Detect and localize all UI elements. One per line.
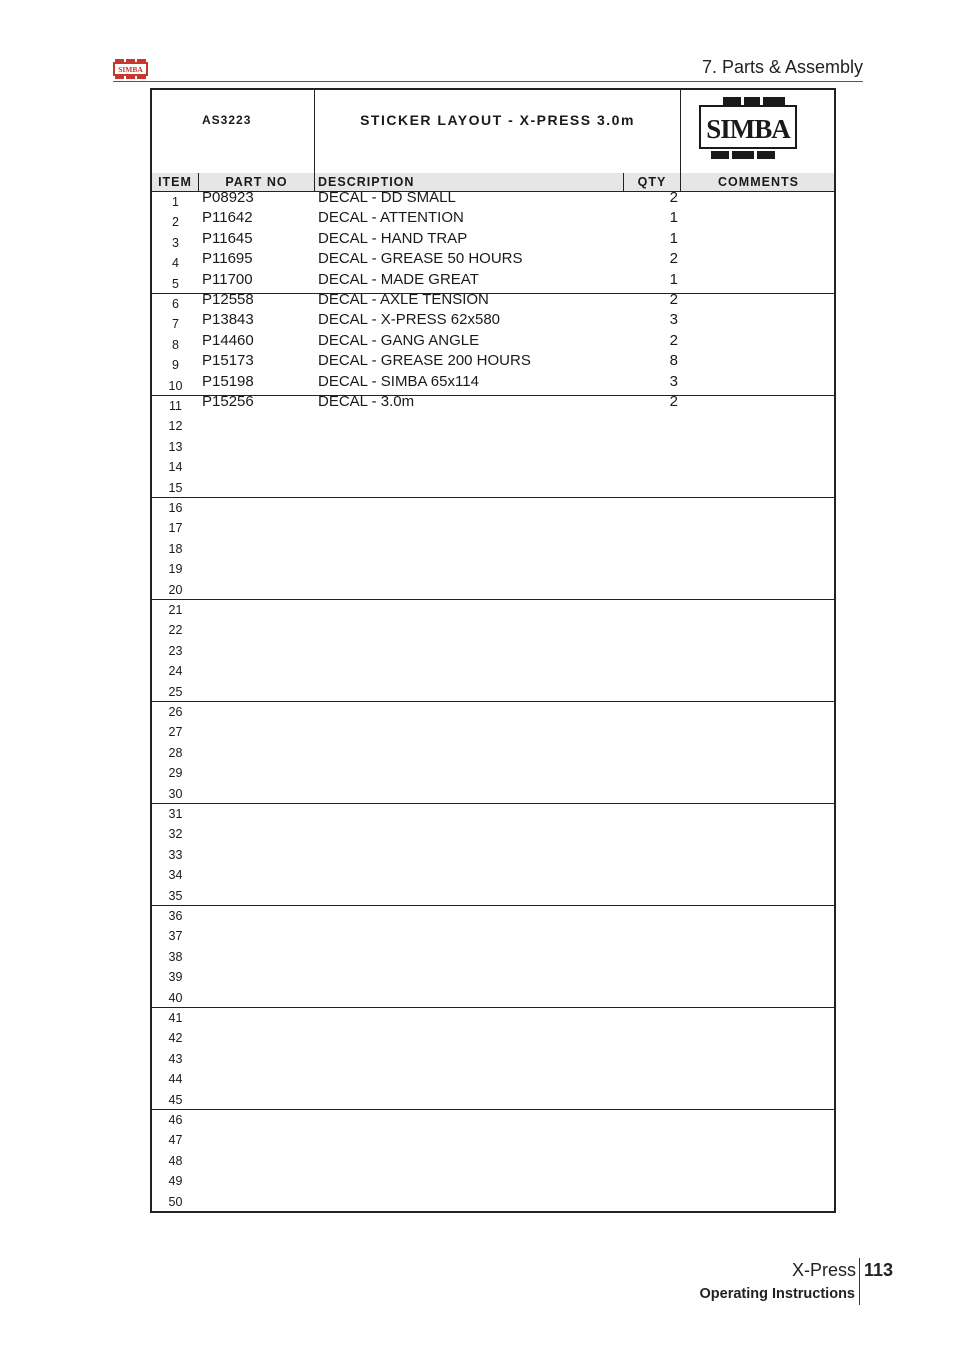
part-number: P15256 [202,393,254,410]
item-number: 2 [172,215,179,230]
table-row [152,1170,834,1190]
footer-product: X-Press [791,1260,856,1280]
item-number: 14 [168,460,183,475]
part-quantity: 2 [669,291,678,308]
table-row [152,885,834,905]
part-quantity: 3 [669,372,678,390]
table-row [152,1109,834,1129]
item-number: 6 [172,297,179,311]
item-number: 28 [168,745,183,760]
item-number: 1 [172,195,179,209]
table-row [152,946,834,966]
part-description: DECAL - ATTENTION [318,209,464,227]
item-number: 24 [168,664,183,679]
table-row [152,721,834,741]
table-row [152,1068,834,1088]
table-row [152,517,834,537]
table-row [152,354,834,374]
table-row [152,660,834,680]
table-row [152,823,834,843]
table-row [152,803,834,823]
item-number: 10 [168,378,183,393]
table-row [152,331,834,354]
item-number: 45 [168,1092,183,1107]
part-number: P11642 [202,209,253,227]
item-number: 30 [168,786,183,801]
col-comments-header: COMMENTS [718,175,799,189]
table-row [152,1027,834,1047]
logo-cell [681,90,836,174]
table-row [152,966,834,986]
item-number: 5 [172,276,179,291]
footer-subtitle: Operating Instructions [699,1286,855,1302]
item-number: 50 [168,1194,183,1209]
part-number: P11645 [202,229,253,247]
part-description: DECAL - GREASE 200 HOURS [318,352,531,370]
table-row [152,783,834,803]
item-number: 16 [168,501,183,515]
table-row [152,579,834,599]
part-description: DECAL - X-PRESS 62x580 [318,311,501,329]
col-description-header: DESCRIPTION [315,173,624,191]
item-number: 3 [172,235,179,250]
table-row [152,599,834,619]
part-quantity: 2 [669,393,678,410]
table-row [152,395,834,415]
item-number: 36 [168,909,183,923]
table-row [152,844,834,864]
item-number: 43 [168,1051,183,1066]
item-number: 42 [168,1031,183,1046]
table-row [152,558,834,578]
part-number: P11695 [202,250,253,268]
table-row [152,313,834,333]
column-headers [152,173,834,192]
header-rule [113,81,863,82]
table-row [152,1007,834,1027]
assembly-title: STICKER LAYOUT - X-PRESS 3.0m [360,112,635,128]
part-description: DECAL - MADE GREAT [318,270,479,288]
svg-text:SIMBA: SIMBA [706,114,790,144]
item-number: 23 [168,643,183,658]
footer-divider [859,1258,860,1305]
table-row [152,681,834,701]
table-row [152,229,834,252]
item-number: 26 [168,705,183,719]
table-row [152,1150,834,1170]
table-row [152,456,834,476]
item-number: 29 [168,766,183,781]
col-item-header: ITEM [152,173,199,191]
item-number: 34 [168,868,183,883]
part-quantity: 8 [669,352,678,370]
item-number: 18 [168,541,183,556]
table-row [152,864,834,884]
item-number: 44 [168,1072,183,1087]
item-number: 11 [169,399,182,413]
table-row [152,905,834,925]
part-quantity: 1 [669,229,678,247]
table-row [152,619,834,639]
item-number: 9 [172,358,179,373]
item-number: 49 [168,1174,183,1189]
part-quantity: 1 [669,209,678,227]
assembly-number: AS3223 [202,113,252,127]
part-description: DECAL - HAND TRAP [318,229,468,247]
item-number: 37 [168,929,183,944]
item-number: 15 [168,480,183,495]
part-number: P12558 [202,291,254,308]
item-number: 13 [168,439,183,454]
item-number: 12 [168,419,183,434]
part-quantity: 1 [669,270,678,288]
table-row [152,640,834,660]
item-number: 21 [168,603,183,617]
simba-logo [699,97,797,159]
item-number: 25 [168,684,183,699]
table-row [152,1048,834,1068]
part-quantity: 2 [669,189,678,206]
part-description: DECAL - 3.0m [318,393,415,410]
table-row [152,191,834,211]
part-quantity: 2 [669,250,678,268]
table-row [152,252,834,272]
item-number: 20 [168,582,183,597]
part-number: P15198 [202,372,254,390]
table-row [152,211,834,231]
part-quantity: 3 [669,311,678,329]
part-number: P11700 [202,270,253,288]
table-row [152,1191,834,1211]
item-number: 27 [168,725,183,740]
table-row [152,477,834,497]
item-number: 38 [168,949,183,964]
table-row [152,538,834,558]
table-row [152,1129,834,1149]
table-row [152,497,834,517]
part-number: P14460 [202,331,254,349]
table-row [152,372,834,395]
table-row [152,987,834,1007]
table-row [152,415,834,435]
assembly-number-cell [152,90,315,174]
item-number: 31 [168,807,183,821]
item-number: 17 [168,521,183,536]
table-row [152,270,834,293]
item-number: 41 [168,1011,183,1025]
item-number: 7 [172,317,179,332]
item-number: 22 [168,623,183,638]
item-number: 46 [168,1113,183,1127]
item-number: 40 [168,990,183,1005]
part-number: P08923 [202,189,254,206]
item-number: 19 [168,562,183,577]
assembly-title-cell [315,90,681,174]
table-row [152,925,834,945]
item-number: 4 [172,256,179,271]
footer-page-number: 113 [864,1260,894,1280]
simba-brand-logo-small [113,59,148,79]
item-number: 33 [168,847,183,862]
item-number: 32 [168,827,183,842]
item-number: 8 [172,337,179,352]
sheet-header [152,90,834,175]
parts-sheet [150,88,836,1213]
table-row [152,436,834,456]
item-number: 47 [168,1133,183,1148]
table-row [152,742,834,762]
table-row [152,1089,834,1109]
part-description: DECAL - GREASE 50 HOURS [318,250,523,268]
col-part-no-header: PART NO [199,173,315,191]
part-description: DECAL - AXLE TENSION [318,291,489,308]
item-number: 35 [168,888,183,903]
col-qty-header: QTY [624,173,681,191]
part-description: DECAL - DD SMALL [318,189,456,206]
part-number: P15173 [202,352,254,370]
part-quantity: 2 [669,331,678,349]
item-number: 48 [168,1153,183,1168]
svg-text:SIMBA: SIMBA [118,65,143,74]
part-description: DECAL - GANG ANGLE [318,331,480,349]
table-row [152,293,834,313]
table-row [152,762,834,782]
section-title: 7. Parts & Assembly [701,57,863,77]
part-number: P13843 [202,311,254,329]
part-description: DECAL - SIMBA 65x114 [318,372,479,390]
table-row [152,701,834,721]
item-number: 39 [168,970,183,985]
